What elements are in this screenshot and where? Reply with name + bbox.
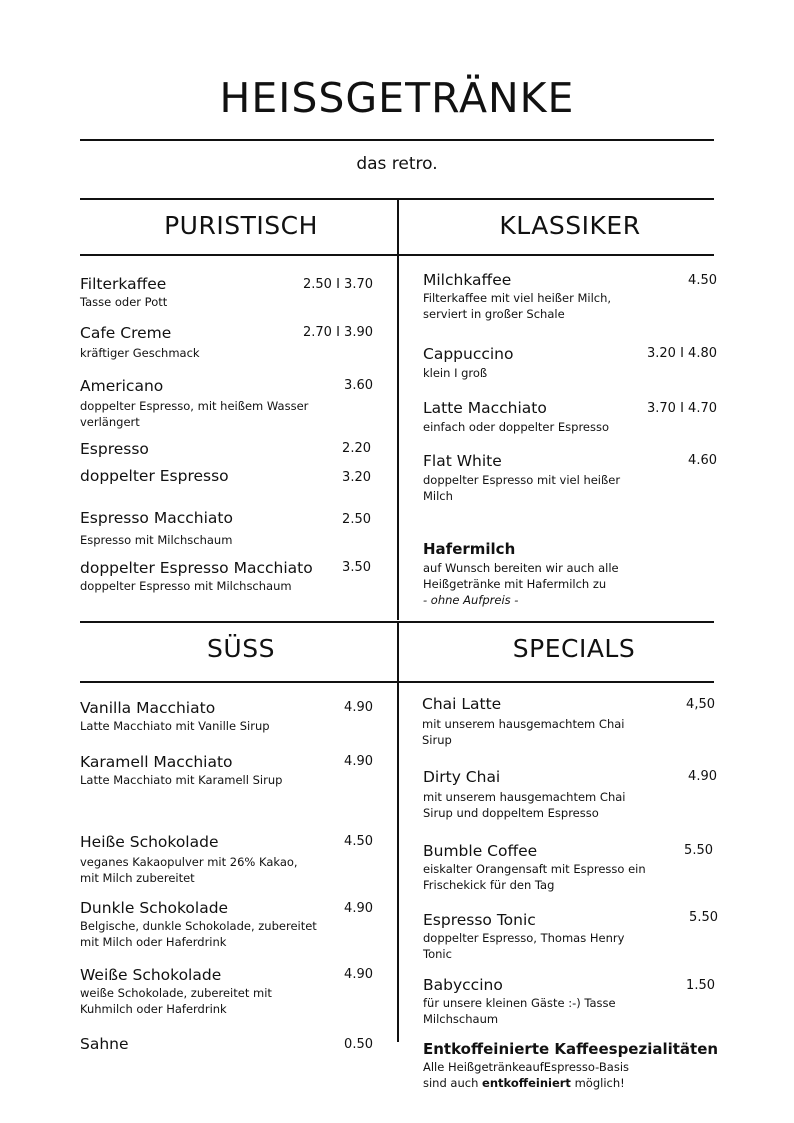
item-name: Americano: [80, 377, 164, 395]
item-price: 1.50: [686, 978, 715, 993]
section-title-puristisch: PURISTISCH: [164, 211, 318, 240]
item-price: 3.60: [344, 378, 373, 393]
item-desc: veganes Kakaopulver mit 26% Kakao, mit Milch zubereitet: [80, 855, 298, 885]
item-price: 3.50: [342, 560, 371, 575]
item-price: 4.90: [344, 700, 373, 715]
menu-item: [80, 699, 340, 734]
menu-item: [80, 509, 340, 548]
item-price: 4.50: [344, 834, 373, 849]
note-italic: - ohne Aufpreis -: [423, 593, 519, 607]
item-name: Flat White: [423, 452, 502, 470]
item-price: 2.70 I 3.90: [303, 325, 373, 340]
note-text: auf Wunsch bereiten wir auch alle Heißgetränke mit Hafermilch zu: [423, 561, 619, 591]
item-price: 3.70 I 4.70: [647, 401, 717, 416]
item-name: Babyccino: [423, 976, 503, 994]
subtitle: das retro.: [356, 154, 438, 174]
item-desc: doppelter Espresso mit Milchschaum: [80, 579, 292, 593]
item-name: Dunkle Schokolade: [80, 899, 229, 917]
item-price: 4.90: [344, 754, 373, 769]
section-title-specials: SPECIALS: [512, 634, 636, 663]
item-price: 4.60: [688, 453, 717, 468]
item-price: 3.20 I 4.80: [647, 346, 717, 361]
item-desc: Latte Macchiato mit Karamell Sirup: [80, 773, 283, 787]
item-desc: mit unserem hausgemachtem Chai Sirup: [422, 717, 625, 747]
item-price: 4.90: [344, 901, 373, 916]
item-name: doppelter Espresso Macchiato: [80, 559, 313, 577]
menu-item: [423, 345, 638, 381]
item-name: Vanilla Macchiato: [80, 699, 216, 717]
item-desc: einfach oder doppelter Espresso: [423, 420, 610, 434]
item-price: 2.20: [342, 441, 371, 456]
item-desc: Latte Macchiato mit Vanille Sirup: [80, 719, 270, 733]
note-text-tail: möglich!: [574, 1076, 625, 1090]
item-desc: mit unserem hausgemachtem Chai Sirup und doppeltem Espresso: [423, 790, 626, 820]
item-name: Dirty Chai: [423, 768, 501, 786]
menu-item: [423, 768, 653, 821]
page-title: HEISSGETRÄNKE: [219, 74, 575, 122]
item-name: Milchkaffee: [423, 271, 512, 289]
item-desc: weiße Schokolade, zubereitet mit Kuhmilch oder Haferdrink: [80, 986, 272, 1016]
item-name: Espresso Tonic: [423, 911, 536, 929]
menu-item: [80, 833, 320, 886]
menu-item: [80, 753, 340, 788]
note-title: Entkoffeinierte Kaffeespezialitäten: [423, 1040, 719, 1058]
item-name: Karamell Macchiato: [80, 753, 233, 771]
item-price: 2.50 I 3.70: [303, 277, 373, 292]
menu-item: [80, 966, 310, 1017]
item-price: 5.50: [689, 910, 718, 925]
item-desc: Tasse oder Pott: [80, 295, 168, 309]
item-desc: Espresso mit Milchschaum: [80, 533, 233, 547]
item-name: Heiße Schokolade: [80, 833, 219, 851]
item-name: Espresso: [80, 440, 149, 458]
section-title-suess: SÜSS: [207, 634, 275, 663]
menu-item: [423, 911, 653, 962]
item-name: Weiße Schokolade: [80, 966, 222, 984]
divider: [80, 139, 714, 141]
item-desc: kräftiger Geschmack: [80, 346, 200, 360]
item-desc: Filterkaffee mit viel heißer Milch, serviert in großer Schale: [423, 291, 612, 321]
item-name: Filterkaffee: [80, 275, 167, 293]
column-divider: [397, 200, 399, 620]
note-title: Hafermilch: [423, 540, 516, 558]
item-price: 5.50: [684, 843, 713, 858]
item-desc: doppelter Espresso, Thomas Henry Tonic: [423, 931, 625, 961]
note-text: [423, 1059, 648, 1091]
menu-item: [423, 271, 638, 322]
item-name: Sahne: [80, 1035, 129, 1053]
menu-item: [422, 695, 652, 748]
menu-item: [423, 842, 653, 893]
item-desc: Belgische, dunkle Schokolade, zubereitet mit Milch oder Haferdrink: [80, 919, 317, 949]
item-desc: doppelter Espresso, mit heißem Wasser verlängert: [80, 399, 309, 429]
note-text-bold: entkoffeiniert: [482, 1076, 571, 1090]
menu-item: [423, 399, 638, 435]
item-name: Cappuccino: [423, 345, 514, 363]
item-name: Espresso Macchiato: [80, 509, 233, 527]
menu-item: [80, 440, 340, 459]
decaf-note: [423, 1040, 723, 1091]
item-price: 4.90: [688, 769, 717, 784]
item-price: 4,50: [686, 697, 715, 712]
menu-item: [80, 467, 340, 486]
menu-item: [423, 452, 638, 504]
item-price: 4.50: [688, 273, 717, 288]
item-name: doppelter Espresso: [80, 467, 229, 485]
menu-item: [80, 559, 340, 594]
menu-item: [423, 976, 633, 1027]
section-title-klassiker: KLASSIKER: [499, 211, 641, 240]
item-desc: für unsere kleinen Gäste :-) Tasse Milchschaum: [423, 996, 616, 1026]
column-divider: [397, 622, 399, 1042]
item-name: Chai Latte: [422, 695, 502, 713]
item-price: 3.20: [342, 470, 371, 485]
item-desc: eiskalter Orangensaft mit Espresso ein Frischekick für den Tag: [423, 862, 646, 892]
menu-item: [80, 899, 320, 950]
menu-item: [80, 1035, 310, 1054]
item-name: Cafe Creme: [80, 324, 172, 342]
item-name: Bumble Coffee: [423, 842, 538, 860]
item-price: 0.50: [344, 1037, 373, 1052]
item-desc: klein I groß: [423, 366, 488, 380]
item-desc: doppelter Espresso mit viel heißer Milch: [423, 473, 621, 503]
hafermilch-note: [423, 540, 648, 608]
item-price: 2.50: [342, 512, 371, 527]
note-text-main: Alle HeißgetränkeaufEspresso-Basis sind auch: [423, 1060, 630, 1090]
menu-item: [80, 377, 330, 430]
item-price: 4.90: [344, 967, 373, 982]
item-name: Latte Macchiato: [423, 399, 547, 417]
